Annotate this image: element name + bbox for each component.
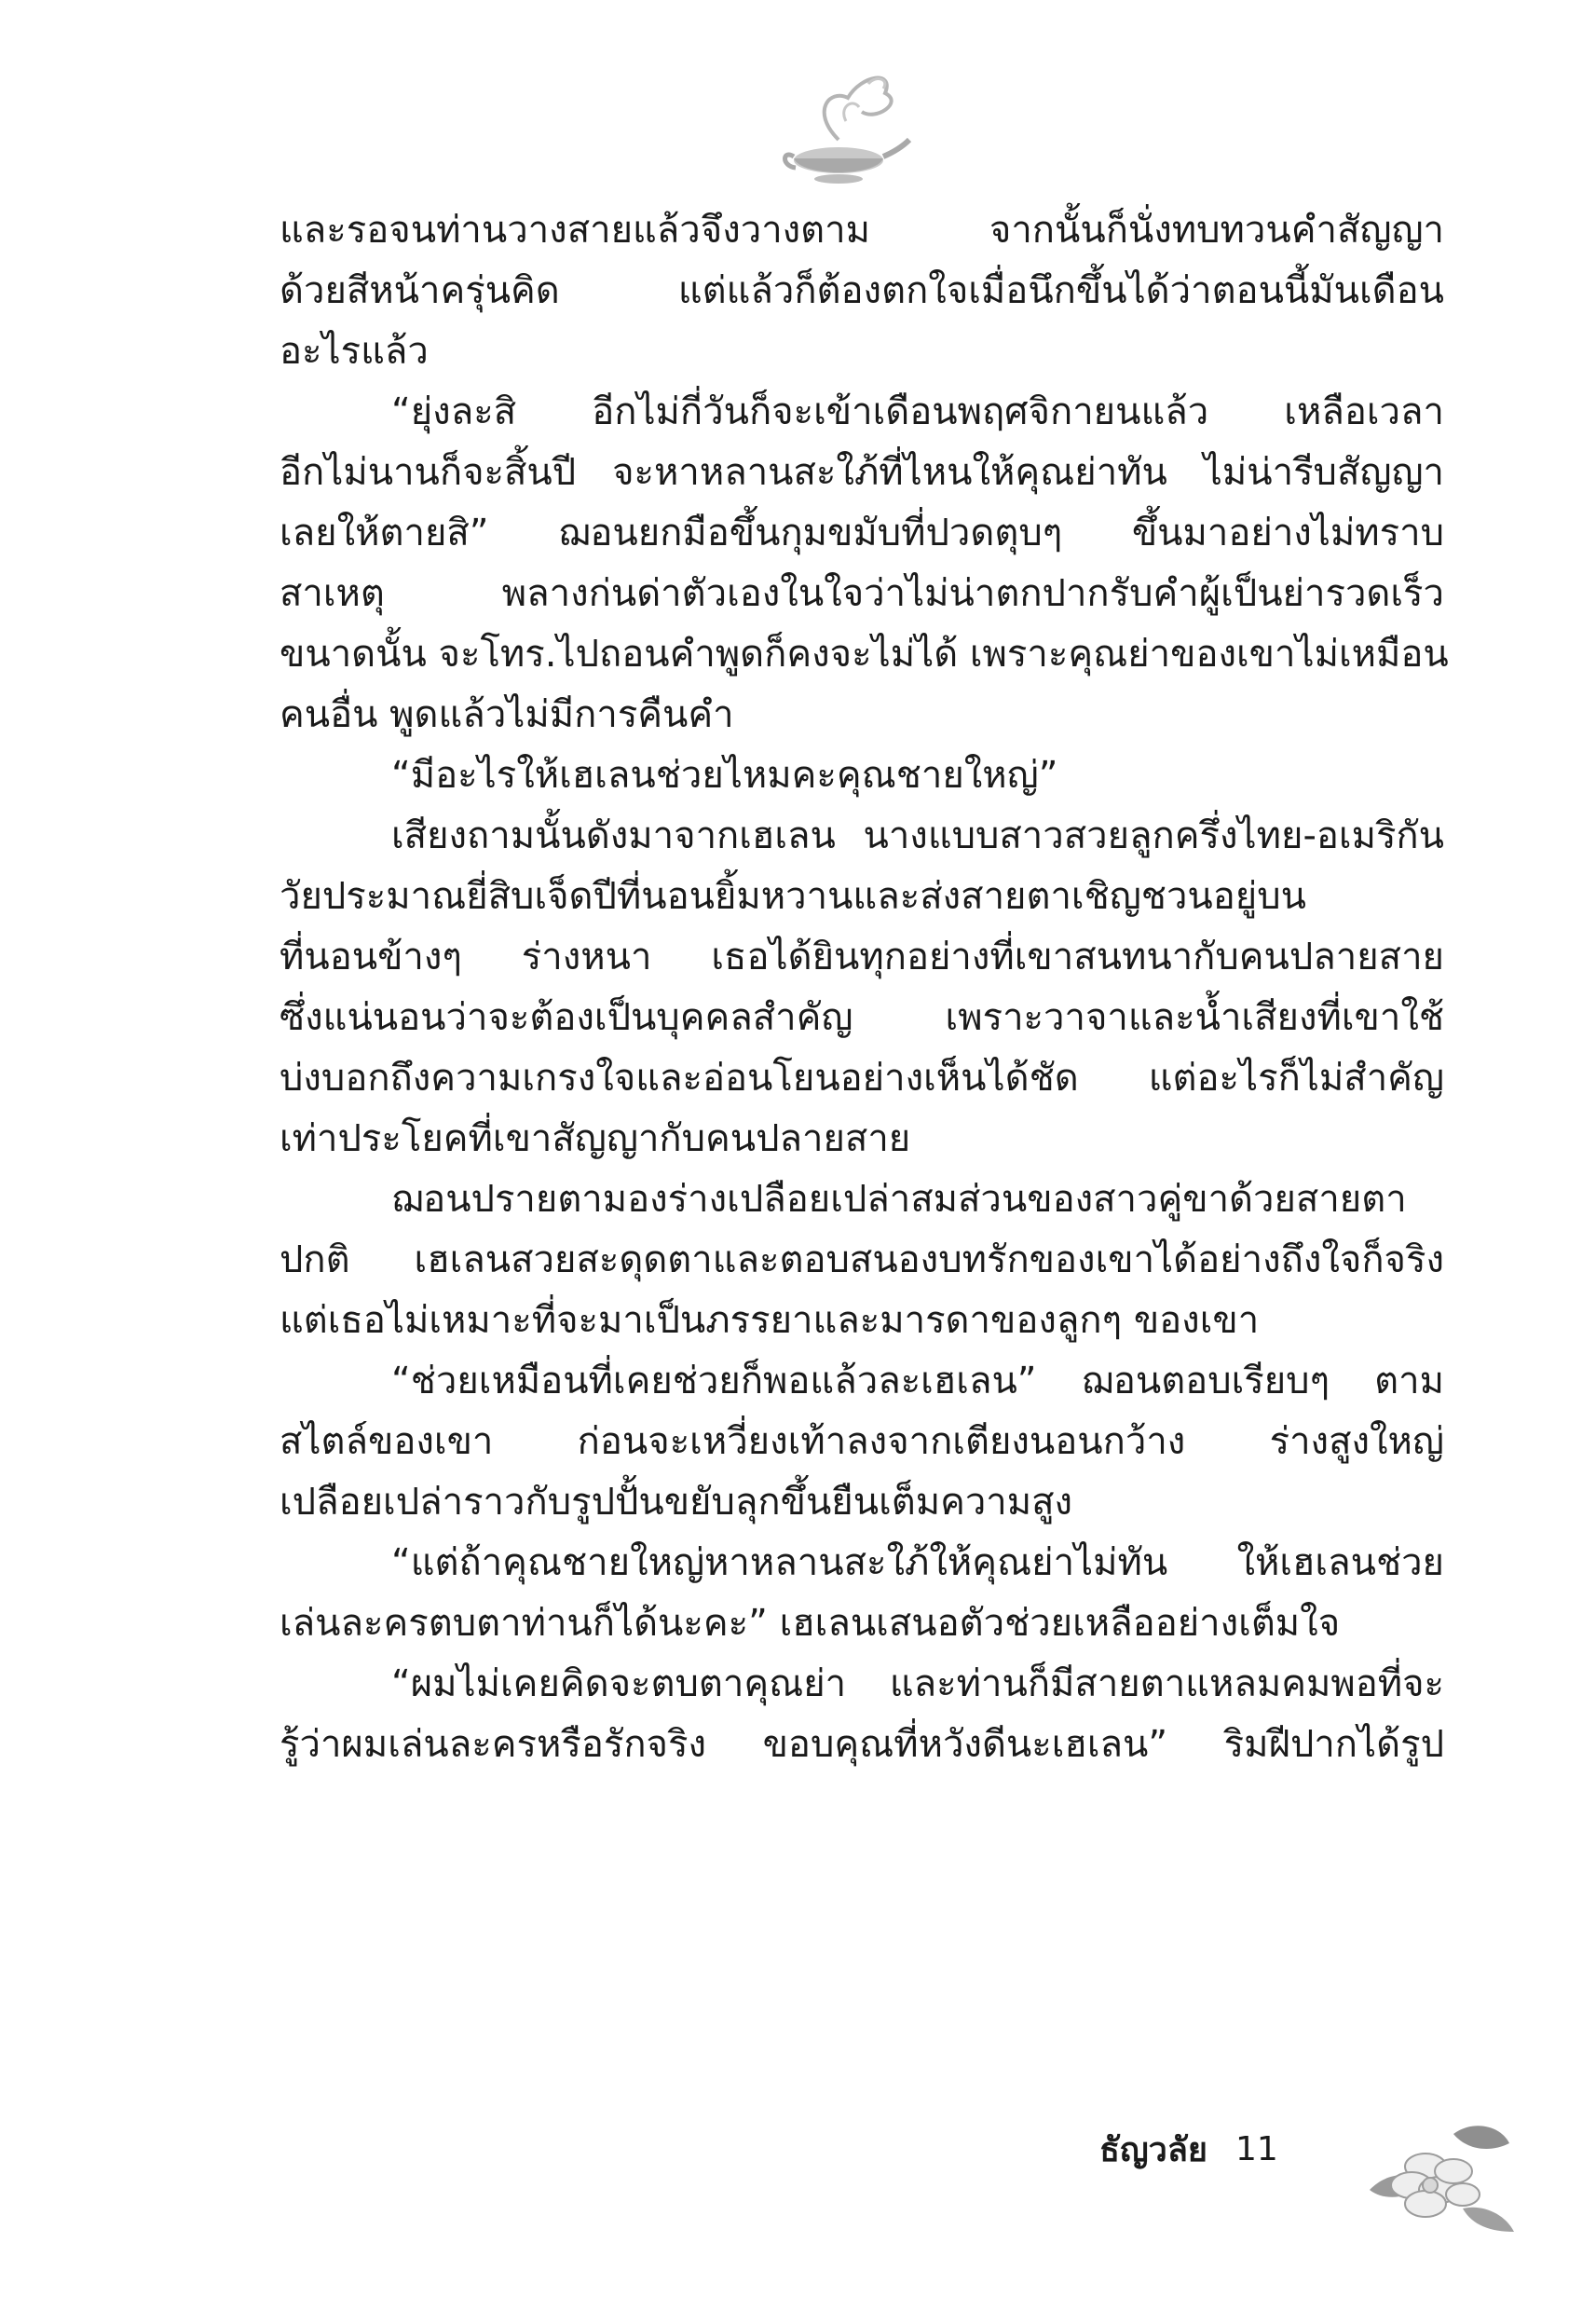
text-line: เปลือยเปล่าราวกับรูปปั้นขยับลุกขึ้นยืนเต็มความสูง <box>280 1481 1073 1524</box>
page-footer <box>1099 2123 1278 2176</box>
text-line: คนอื่น พูดแล้วไม่มีการคืนคำ <box>280 693 734 736</box>
text-line: อะไรแล้ว <box>280 330 429 373</box>
text-line: สไตล์ของเขา ก่อนจะเหวี่ยงเท้าลงจากเตียงนอนกว้าง ร่างสูงใหญ่ <box>280 1420 1444 1463</box>
text-line: อีกไม่นานก็จะสิ้นปี จะหาหลานสะใภ้ที่ไหนให้คุณย่าทัน ไม่น่ารีบสัญญา <box>280 451 1444 494</box>
text-line: “ผมไม่เคยคิดจะตบตาคุณย่า และท่านก็มีสายตาแหลมคมพอที่จะ <box>391 1662 1444 1705</box>
lamp-ornament-icon <box>773 56 913 186</box>
jasmine-flower-icon <box>1360 2115 1519 2236</box>
text-line: เล่นละครตบตาท่านก็ได้นะคะ” เฮเลนเสนอตัวช่วยเหลืออย่างเต็มใจ <box>280 1602 1341 1645</box>
author-name: ธัญวลัย <box>1099 2131 1208 2169</box>
text-line: ซึ่งแน่นอนว่าจะต้องเป็นบุคคลสำคัญ เพราะวาจาและน้ำเสียงที่เขาใช้ <box>280 996 1444 1039</box>
text-line: ที่นอนข้างๆ ร่างหนา เธอได้ยินทุกอย่างที่เขาสนทนากับคนปลายสาย <box>280 936 1444 978</box>
text-line: สาเหตุ พลางก่นด่าตัวเองในใจว่าไม่น่าตกปากรับคำผู้เป็นย่ารวดเร็ว <box>280 572 1444 615</box>
body-text <box>280 200 1449 1775</box>
text-line: “มีอะไรให้เฮเลนช่วยไหมคะคุณชายใหญ่” <box>391 754 1058 797</box>
text-line: เลยให้ตายสิ” ฌอนยกมือขึ้นกุมขมับที่ปวดตุบๆ ขึ้นมาอย่างไม่ทราบ <box>280 512 1444 554</box>
text-line: ปกติ เฮเลนสวยสะดุดตาและตอบสนองบทรักของเขาได้อย่างถึงใจก็จริง <box>280 1238 1444 1281</box>
text-line: วัยประมาณยี่สิบเจ็ดปีที่นอนยิ้มหวานและส่งสายตาเชิญชวนอยู่บน <box>280 875 1306 918</box>
text-line: “ช่วยเหมือนที่เคยช่วยก็พอแล้วละเฮเลน” ฌอนตอบเรียบๆ ตาม <box>391 1360 1444 1402</box>
text-line: ขนาดนั้น จะโทร.ไปถอนคำพูดก็คงจะไม่ได้ เพราะคุณย่าของเขาไม่เหมือน <box>280 633 1449 676</box>
text-line: เสียงถามนั้นดังมาจากเฮเลน นางแบบสาวสวยลูกครึ่งไทย-อเมริกัน <box>391 814 1444 857</box>
text-line: และรอจนท่านวางสายแล้วจึงวางตาม จากนั้นก็นั่งทบทวนคำสัญญา <box>280 209 1444 252</box>
text-line: “ยุ่งละสิ อีกไม่กี่วันก็จะเข้าเดือนพฤศจิกายนแล้ว เหลือเวลา <box>391 390 1444 433</box>
text-line: เท่าประโยคที่เขาสัญญากับคนปลายสาย <box>280 1117 911 1160</box>
text-line: ฌอนปรายตามองร่างเปลือยเปล่าสมส่วนของสาวคู่ขาด้วยสายตา <box>391 1178 1407 1221</box>
text-line: บ่งบอกถึงความเกรงใจและอ่อนโยนอย่างเห็นได้ชัด แต่อะไรก็ไม่สำคัญ <box>280 1057 1444 1100</box>
page-number: 11 <box>1235 2130 1278 2168</box>
text-line: ด้วยสีหน้าครุ่นคิด แต่แล้วก็ต้องตกใจเมื่อนึกขึ้นได้ว่าตอนนี้มันเดือน <box>280 269 1444 312</box>
text-line: แต่เธอไม่เหมาะที่จะมาเป็นภรรยาและมารดาของลูกๆ ของเขา <box>280 1299 1260 1342</box>
text-line: “แต่ถ้าคุณชายใหญ่หาหลานสะใภ้ให้คุณย่าไม่ทัน ให้เฮเลนช่วย <box>391 1541 1444 1584</box>
text-line: รู้ว่าผมเล่นละครหรือรักจริง ขอบคุณที่หวังดีนะเฮเลน” ริมฝีปากได้รูป <box>280 1723 1444 1766</box>
